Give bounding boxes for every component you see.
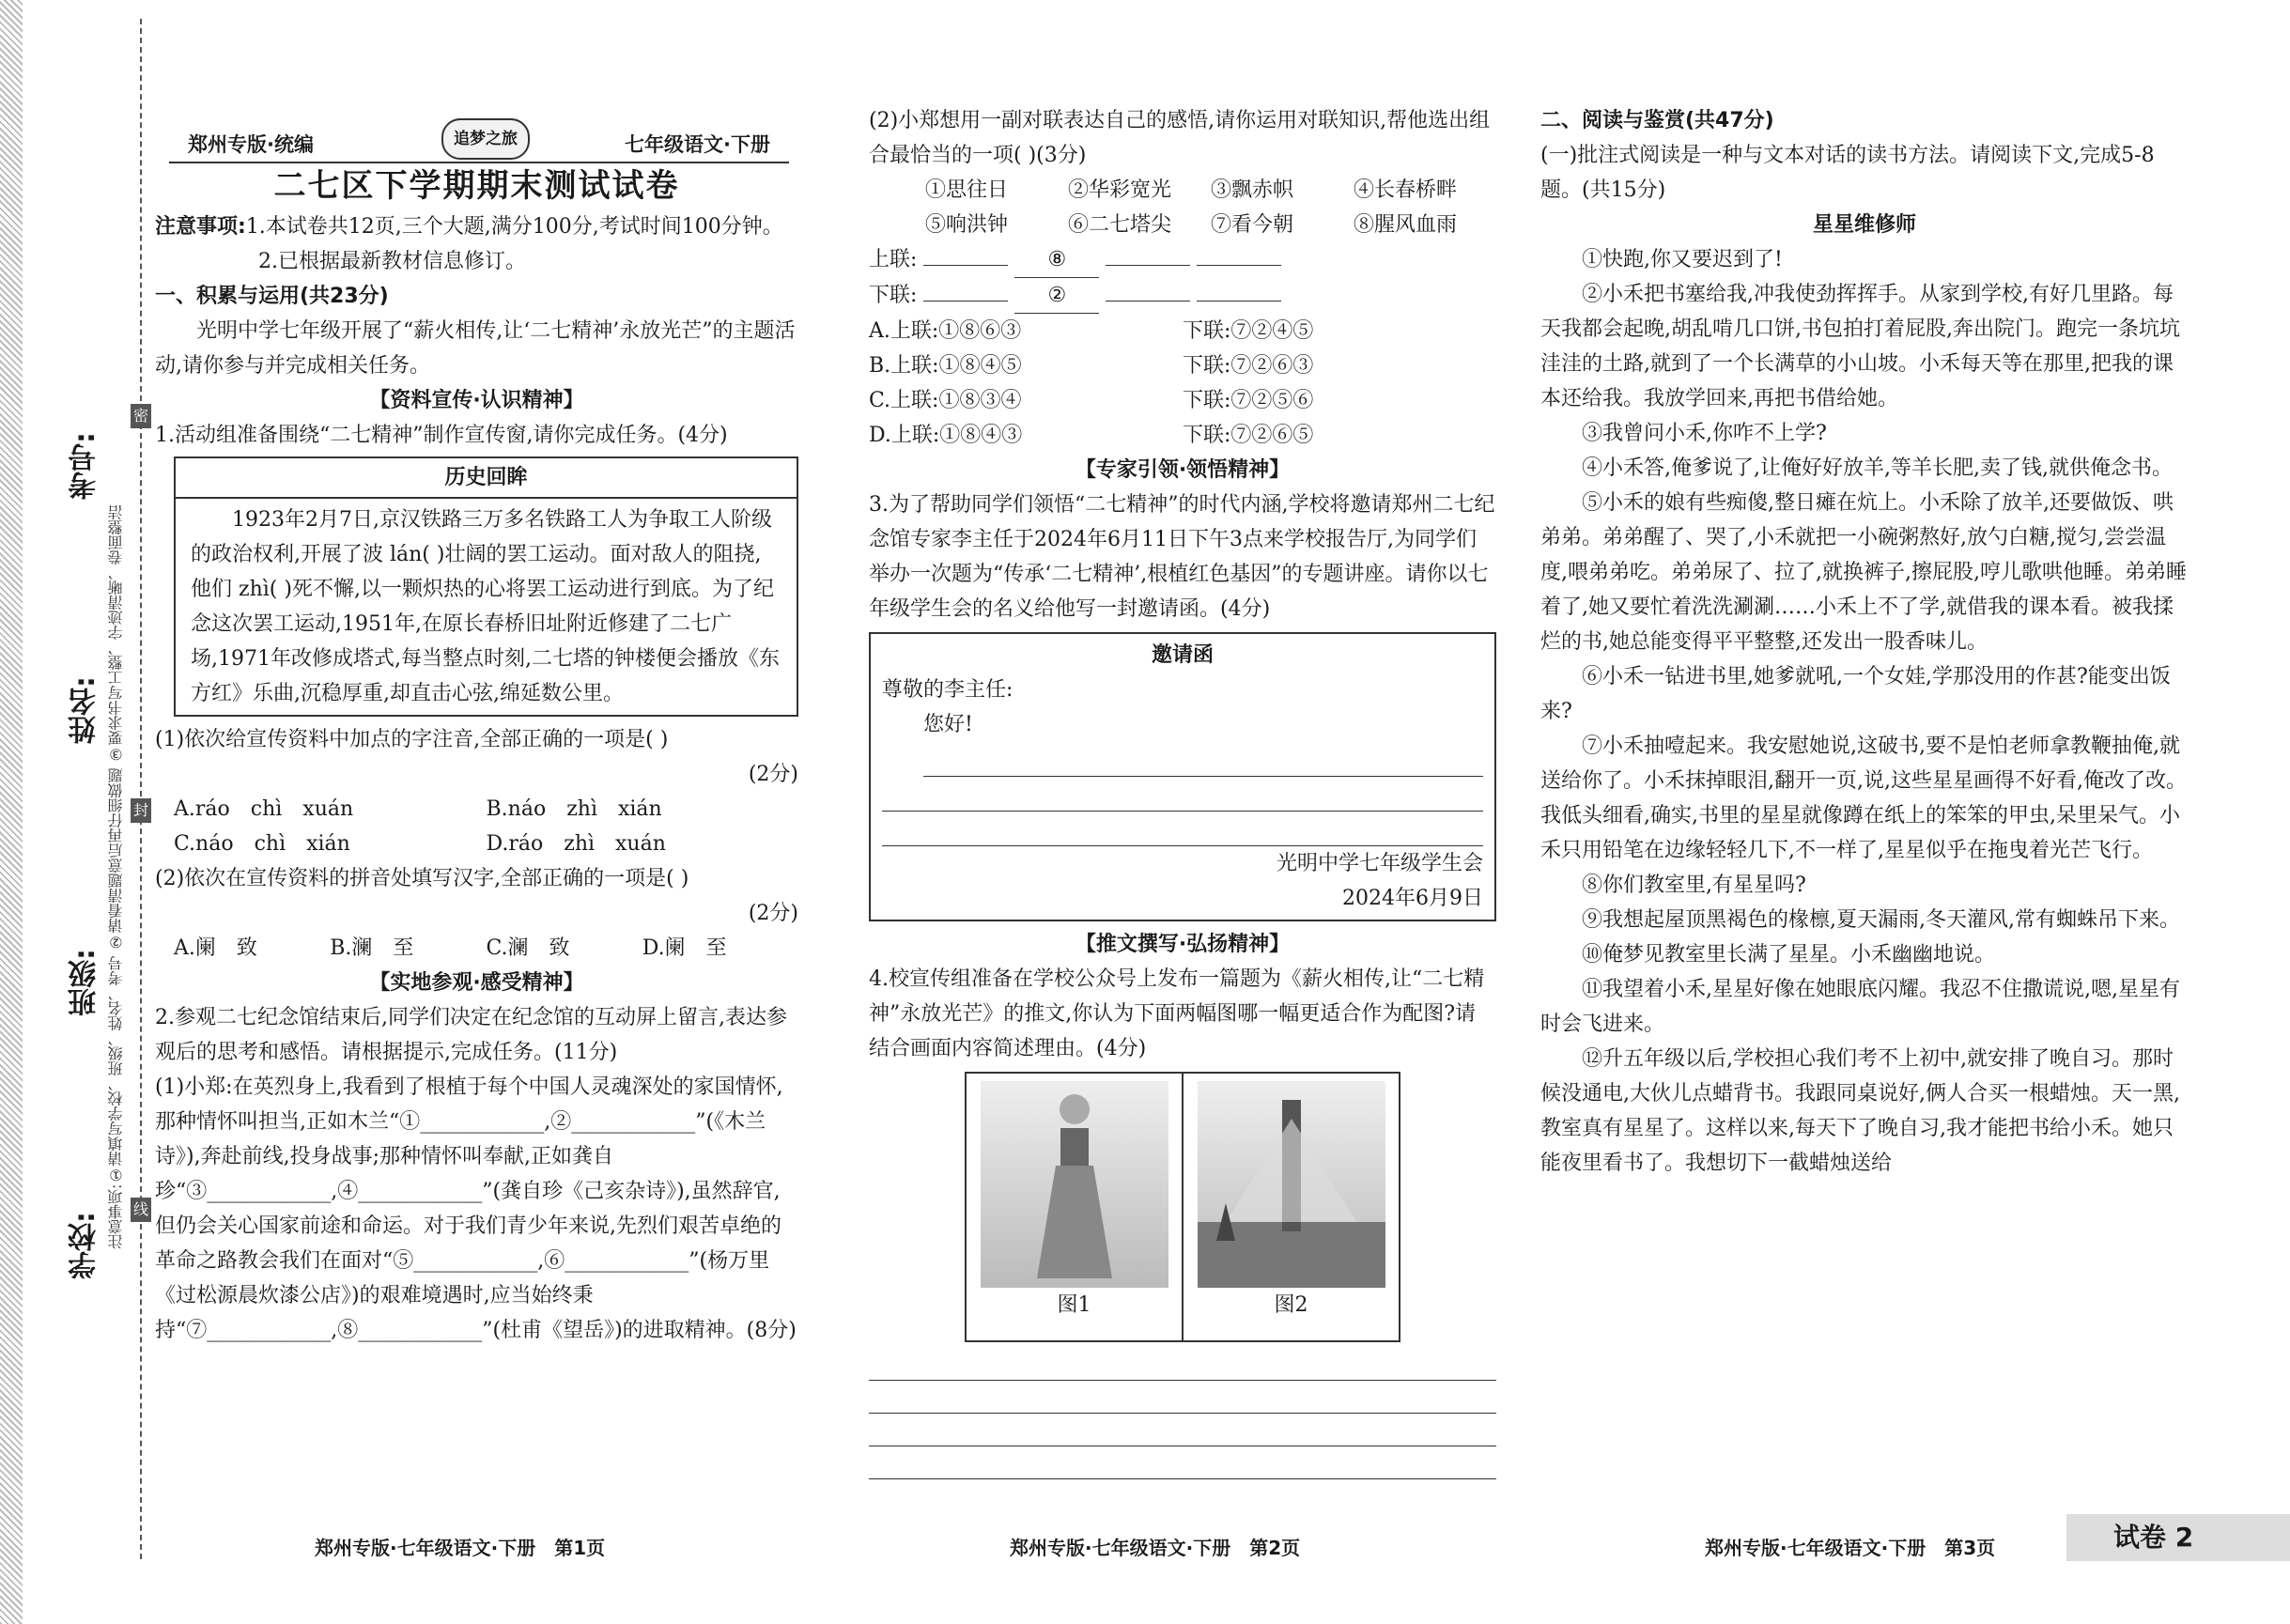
section-1-heading: 一、积累与运用(共23分): [155, 285, 389, 308]
story-paragraph: ③我曾问小禾,你咋不上学?: [1582, 422, 1827, 445]
letter-line[interactable]: [882, 777, 1483, 812]
story-paragraph: ②小禾把书塞给我,冲我使劲挥挥手。从家到学校,有好几里路。每天我都会起晚,胡乱啃几口饼,书包拍打着屁股,奔出院门。跑完一条坑坑洼洼的土路,就到了一个长满草的小山坡。小禾每天等在那里,把我的课本还给我。我放学回来,再把书借给她。: [1540, 283, 2180, 410]
story-paragraph: ⑦小禾抽噎起来。我安慰她说,这破书,要不是怕老师拿教鞭抽俺,就送给你了。小禾抹掉眼泪,翻开一页,说,这些星星画得不好看,俺改了改。我低头细看,确实,书里的星星就像蹲在纸上的笨笨的甲虫,呆里呆气。小禾只用铅笔在边缘轻轻几下,不一样了,星星似乎在拖曳着光芒飞行。: [1540, 735, 2187, 862]
story-paragraph: ⑩俺梦见教室里长满了星星。小禾幽幽地说。: [1582, 943, 1996, 967]
subheading-4: 【推文撰写·弘扬精神】: [1075, 933, 1291, 956]
question-2-1: (1)小郑:在英烈身上,我看到了根植于每个中国人灵魂深处的家国情怀,那种情怀叫担当,正如木兰“①____________,②____________”(《木兰诗》),奔赴前线,投身战事;那种情怀叫奉献,正如龚自珍“③____________,④____________”(龚自珍《己亥杂诗》),虽然辞官,但仍会关心国家前途和命运。对于我们青少年来说,先烈们艰苦卓绝的革命之路教会我们在面对“⑤____________,⑥____________”(杨万里《过松源晨炊漆公店》)的艰难境遇时,应当始终秉持“⑦____________,⑧____________”(杜甫《望岳》)的进取精神。(8分): [155, 1075, 797, 1342]
name-label: 姓名:: [69, 676, 101, 744]
upper-given: ⑧: [1014, 242, 1099, 278]
phrase: ④长春桥畔: [1354, 178, 1458, 202]
footer-page-3: 郑州专版·七年级语文·下册 第3页: [1705, 1537, 1996, 1559]
section-2-heading: 二、阅读与鉴赏(共47分): [1540, 109, 1774, 132]
option-a[interactable]: A.ráo chì xuán: [174, 797, 354, 821]
school-label: 学校:: [69, 1212, 101, 1279]
score-label: (2分): [748, 763, 798, 786]
story-paragraph: ⑪我望着小禾,星星好像在她眼底闪耀。我忍不住撒谎说,嗯,星星有时会飞进来。: [1540, 978, 2180, 1036]
subheading-3: 【专家引领·领悟精神】: [1075, 458, 1291, 482]
story-paragraph: ④小禾答,俺爹说了,让俺好好放羊,等羊长肥,卖了钱,就供俺念书。: [1582, 456, 2173, 480]
letter-hello: 您好!: [923, 713, 973, 736]
phrase: ③飘赤帜: [1211, 178, 1294, 202]
part-1-instruction: (一)批注式阅读是一种与文本对话的读书方法。请阅读下文,完成5-8题。(共15分): [1540, 144, 2155, 202]
tower-illustration-icon: [981, 1081, 1168, 1288]
answer-line[interactable]: [869, 1414, 1496, 1446]
phrase: ⑤响洪钟: [925, 213, 1009, 237]
seal-feng: 封: [131, 798, 151, 823]
question-3: 3.为了帮助同学们领悟“二七精神”的时代内涵,学校将邀请郑州二七纪念馆专家李主任于2024年6月11日下午3点来学校报告厅,为同学们举办一次题为“传承‘二七精神’,根植红色基因”的专题讲座。请你以七年级学生会的名义给他写一封邀请函。(4分): [869, 493, 1495, 621]
binding-notice: 注意事项:①请填写学校、班级、姓名、考号 ②请看清题意后再仔细做题 ③要求书写工整、字迹清晰、卷面整洁: [107, 504, 125, 1249]
option-c-lower: 下联:⑦②⑤⑥: [1183, 389, 1314, 412]
exam-title: 二七区下学期期末测试试卷: [273, 167, 680, 205]
column-2: [869, 103, 1496, 1479]
history-box-text: 1923年2月7日,京汉铁路三万多名铁路工人为争取工人阶级的政治权利,开展了波 lán( )壮阔的罢工运动。面对敌人的阻挠,他们 zhì( )死不懈,以一颗炽热的心将罢工运动进行到底。为了纪念这次罢工运动,1951年,在原长春桥旧址附近修建了二七广场,1971年改修成塔式,每当整点时刻,二七塔的钟楼便会播放《东方红》乐曲,沉稳厚重,却直击心弦,绵延数公里。: [191, 508, 780, 705]
phrase: ⑧腥风血雨: [1354, 213, 1458, 237]
column-1: [155, 103, 798, 1348]
answer-line[interactable]: [869, 1348, 1496, 1381]
option-a-upper[interactable]: A.上联:①⑧⑥③: [869, 319, 1022, 343]
question-1: 1.活动组准备围绕“二七精神”制作宣传窗,请你完成任务。(4分): [155, 424, 728, 447]
phrase: ⑥二七塔尖: [1068, 213, 1172, 237]
class-label: 班级:: [69, 949, 101, 1016]
phrase: ②华彩宽光: [1068, 178, 1172, 202]
story-paragraph: ⑨我想起屋顶黑褐色的椽檩,夏天漏雨,冬天灌风,常有蜘蛛吊下来。: [1582, 908, 2180, 932]
letter-signature: 光明中学七年级学生会: [1276, 852, 1483, 875]
letter-line[interactable]: [882, 812, 1483, 846]
option-a[interactable]: A.阑 致: [174, 936, 257, 960]
letter-title: 邀请函: [1151, 643, 1214, 667]
footer-page-2: 郑州专版·七年级语文·下册 第2页: [1010, 1537, 1301, 1559]
subheading-1: 【资料宣传·认识精神】: [369, 389, 584, 412]
story-paragraph: ⑥小禾一钻进书里,她爹就吼,一个女娃,学那没用的作甚?能变出饭来?: [1540, 665, 2171, 723]
binding-margin: [23, 0, 154, 1624]
option-c-upper[interactable]: C.上联:①⑧③④: [869, 389, 1022, 412]
option-d-upper[interactable]: D.上联:①⑧④③: [869, 424, 1023, 447]
left-edge-pattern: [0, 0, 23, 1624]
lower-couplet-row: 下联: ②: [869, 278, 1496, 314]
story-paragraph: ①快跑,你又要迟到了!: [1582, 248, 1783, 271]
letter-greeting: 尊敬的李主任:: [882, 678, 1013, 702]
question-4: 4.校宣传组准备在学校公众号上发布一篇题为《薪火相传,让“二七精神”永放光芒》的推文,你认为下面两幅图哪一幅更适合作为配图?请结合画面内容简述理由。(4分): [869, 967, 1485, 1060]
question-2-2-options: [869, 314, 1496, 453]
story-paragraph: ⑫升五年级以后,学校担心我们考不上初中,就安排了晚自习。那时候没通电,大伙儿点蜡背书。我跟同桌说好,俩人合买一根蜡烛。天一黑,教室真有星星了。这样以来,每天下了晚自习,我才能把书给小禾。她只能夜里看书了。我想切下一截蜡烛送给: [1540, 1047, 2180, 1175]
notice-2: 2.已根据最新教材信息修订。: [258, 250, 526, 273]
brand-logo: 追梦之旅: [441, 118, 530, 160]
option-d[interactable]: D.ráo zhì xuán: [486, 832, 666, 856]
history-box-title: 历史回眸: [176, 458, 797, 499]
exam-tag: 试卷 2: [2066, 1514, 2290, 1561]
story-paragraph: ⑤小禾的娘有些痴傻,整日瘫在炕上。小禾除了放羊,还要做饭、哄弟弟。弟弟醒了、哭了,小禾就把一小碗粥熬好,放勺白糖,搅匀,尝尝温度,喂弟弟吃。弟弟尿了、拉了,就换裤子,擦屁股,哼儿歌哄他睡。弟弟睡着了,她又要忙着洗洗涮涮……小禾上不了学,就借我的课本看。被我揉烂的书,她总能变得平平整整,还发出一股香味儿。: [1540, 491, 2187, 654]
header-left: 郑州专版·统编: [188, 133, 314, 156]
question-1-1: (1)依次给宣传资料中加点的字注音,全部正确的一项是( ): [155, 728, 669, 751]
upper-couplet-row: 上联: ⑧: [869, 242, 1496, 278]
column-3: [1540, 103, 2189, 1181]
couplet-phrases: [869, 173, 1496, 242]
phrase: ⑦看今朝: [1211, 213, 1294, 237]
score-label: (2分): [748, 902, 798, 925]
option-b-upper[interactable]: B.上联:①⑧④⑤: [869, 354, 1022, 378]
option-d[interactable]: D.阑 至: [642, 936, 727, 960]
option-b-lower: 下联:⑦②⑥③: [1183, 354, 1314, 378]
question-2-2: (2)小郑想用一副对联表达自己的感悟,请你运用对联知识,帮他选出组合最恰当的一项( )(3分): [869, 109, 1491, 167]
option-b[interactable]: B.náo zhì xián: [486, 797, 662, 821]
answer-line[interactable]: [869, 1381, 1496, 1414]
invitation-letter: [869, 632, 1496, 921]
question-1-1-options: [155, 792, 798, 861]
answer-line[interactable]: [869, 1446, 1496, 1479]
option-a-lower: 下联:⑦②④⑤: [1183, 319, 1314, 343]
option-c[interactable]: C.澜 致: [486, 936, 570, 960]
intro-text: 光明中学七年级开展了“薪火相传,让‘二七精神’永放光芒”的主题活动,请你参与并完成相关任务。: [155, 319, 796, 378]
history-box: [174, 456, 798, 717]
tower-at-night-icon: [1198, 1081, 1385, 1288]
figure-1-caption: 图1: [1057, 1293, 1091, 1317]
seal-mi: 密: [131, 404, 151, 428]
letter-date: 2024年6月9日: [1342, 887, 1483, 910]
option-b[interactable]: B.澜 至: [330, 936, 414, 960]
story-paragraph: ⑧你们教室里,有星星吗?: [1582, 874, 1806, 897]
question-1-2-options: [155, 931, 798, 966]
phrase: ①思往日: [925, 178, 1009, 202]
subheading-2: 【实地参观·感受精神】: [369, 971, 584, 995]
notice-1: 注意事项:1.本试卷共12页,三个大题,满分100分,考试时间100分钟。: [155, 215, 783, 239]
letter-line[interactable]: [923, 742, 1483, 777]
question-1-2: (2)依次在宣传资料的拼音处填写汉字,全部正确的一项是( ): [155, 867, 689, 890]
option-c[interactable]: C.náo chì xián: [174, 832, 350, 856]
figure-panel: [965, 1072, 1400, 1342]
lower-given: ②: [1014, 278, 1099, 314]
answer-lines: [869, 1348, 1496, 1479]
question-2: 2.参观二七纪念馆结束后,同学们决定在纪念馆的互动屏上留言,表达参观后的思考和感悟。请根据提示,完成任务。(11分): [155, 1006, 787, 1064]
seal-xian: 线: [131, 1198, 151, 1222]
header-right: 七年级语文·下册: [625, 133, 770, 156]
figure-2: [1182, 1074, 1399, 1340]
footer-page-1: 郑州专版·七年级语文·下册 第1页: [315, 1537, 606, 1559]
story-title: 星星维修师: [1812, 213, 1916, 237]
figure-1: [967, 1074, 1182, 1340]
option-d-lower: 下联:⑦②⑥⑤: [1183, 424, 1314, 447]
exam-number-label: 考号:: [69, 432, 101, 500]
figure-2-caption: 图2: [1274, 1293, 1308, 1317]
cut-line: [140, 19, 142, 1559]
